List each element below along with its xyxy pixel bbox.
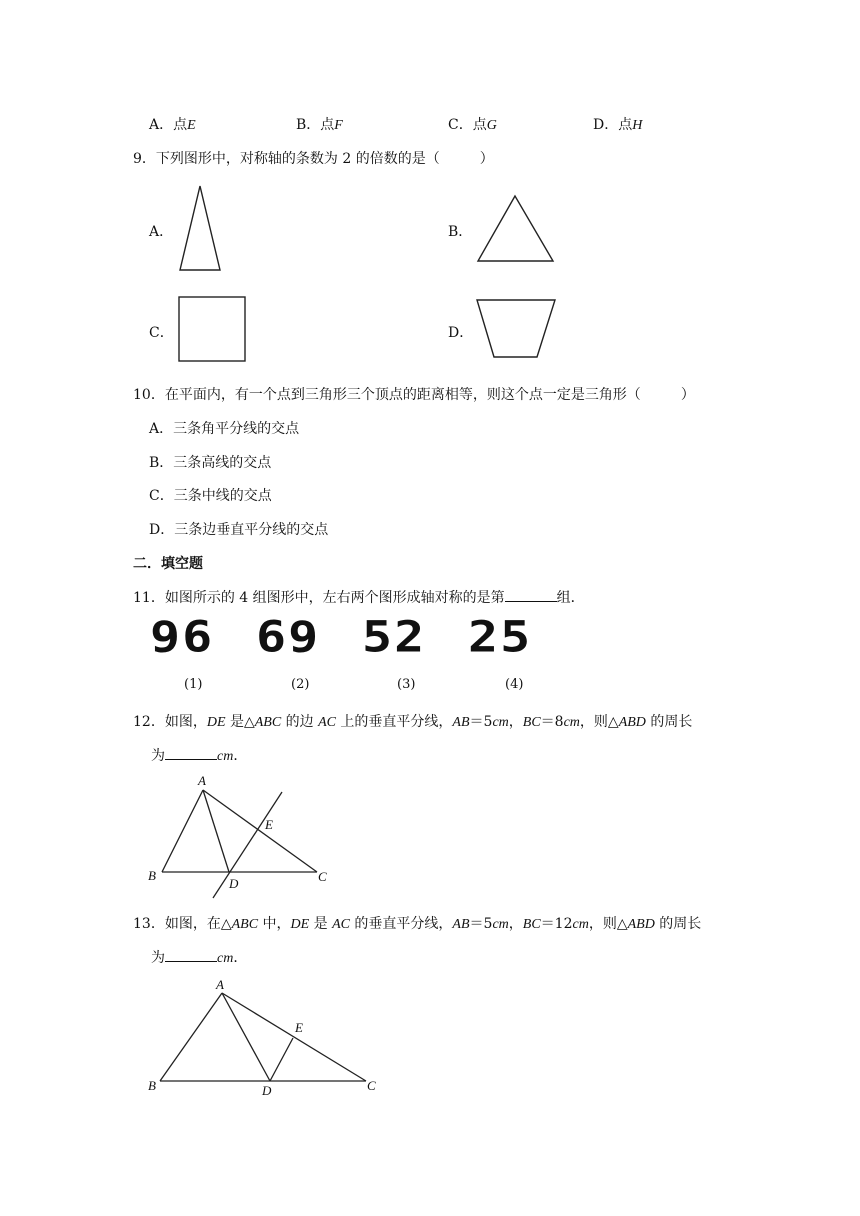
q10-stem-close: ）	[680, 387, 695, 403]
q8-option-c-label: C．点	[448, 117, 487, 133]
q12-cm1: cm	[492, 715, 509, 730]
q11-digit-group-2: 69	[256, 612, 321, 662]
q13-num: 13．如图，在△	[133, 916, 232, 932]
q13-cm2: cm	[572, 917, 589, 932]
q13-label-b: B	[148, 1078, 156, 1093]
q12-line2-end: ．	[233, 748, 248, 764]
q9-stem-text: 9．下列图形中，对称轴的条数为 2 的倍数的是（	[133, 151, 440, 167]
q12-num: 12．如图，	[133, 714, 207, 730]
q13-ac: AC	[332, 917, 350, 932]
section-heading-fill-in: 二．填空题	[133, 556, 203, 572]
q10-option-c: C．三条中线的交点	[149, 488, 272, 504]
q12-ac: AC	[318, 715, 336, 730]
q13-label-a: A	[216, 977, 224, 992]
q11-stem-text: 11．如图所示的 4 组图形中，左右两个图形成轴对称的是第	[133, 590, 505, 606]
q11-digit-group-1: 96	[150, 612, 215, 662]
q9-option-c-label: C．	[149, 325, 174, 341]
q12-line2-pre: 为	[151, 748, 165, 764]
q13-t5: ，	[508, 916, 523, 932]
q13-line2-pre: 为	[151, 950, 165, 966]
q10-option-a: A．三条角平分线的交点	[149, 421, 300, 437]
q12-abc: ABC	[254, 715, 282, 730]
q12-t2: 的边	[281, 714, 319, 730]
q12-label-d: D	[229, 876, 239, 891]
q13-ab: AB	[452, 917, 470, 932]
q12-label-c: C	[318, 869, 327, 884]
q10-option-d: D．三条边垂直平分线的交点	[149, 522, 329, 538]
q13-de: DE	[290, 917, 310, 932]
q12-t6: ＝8	[540, 714, 564, 730]
q8-option-d-var: H	[632, 118, 643, 133]
q13-abc: ABC	[231, 917, 259, 932]
q13-t6: ＝12	[540, 916, 573, 932]
q11-digit-group-4: 25	[468, 612, 533, 662]
q13-segment-ab	[160, 993, 222, 1081]
q11-group-label-3: (3)	[397, 677, 416, 692]
q12-t7: ，则△	[579, 714, 619, 730]
q12-t8: 的周长	[645, 714, 693, 730]
q8-option-b-label: B．点	[296, 117, 335, 133]
q13-t2: 是	[309, 916, 333, 932]
q8-option-c-var: G	[486, 118, 497, 133]
q13-label-e: E	[295, 1020, 303, 1035]
q12-t1: 是△	[225, 714, 255, 730]
q13-bc: BC	[522, 917, 541, 932]
q9-option-d-label: D．	[448, 325, 474, 341]
q11-group-label-4: (4)	[505, 677, 524, 692]
q13-segment-ad	[222, 993, 270, 1081]
q10-option-b: B．三条高线的交点	[149, 455, 272, 471]
q12-label-a: A	[198, 773, 206, 788]
q11-digit-group-3: 52	[362, 612, 427, 662]
q13-t1: 中，	[258, 916, 291, 932]
q13-line2-end: ．	[233, 950, 248, 966]
q13-t3: 的垂直平分线，	[349, 916, 453, 932]
q9-option-a-label: A．	[149, 224, 174, 240]
q13-unit: cm	[217, 951, 234, 966]
q13-t8: 的周长	[654, 916, 702, 932]
q12-cm2: cm	[563, 715, 580, 730]
q12-label-b: B	[148, 868, 156, 883]
q11-stem-end: 组．	[556, 590, 585, 606]
q12-de: DE	[206, 715, 226, 730]
q11-group-label-2: (2)	[291, 677, 310, 692]
q13-cm1: cm	[492, 917, 509, 932]
q13-segment-de	[270, 1038, 293, 1081]
q13-t7: ，则△	[588, 916, 628, 932]
q13-segment-ac	[222, 993, 366, 1081]
q8-option-d-label: D．点	[593, 117, 633, 133]
q10-stem-text: 10．在平面内，有一个点到三角形三个顶点的距离相等，则这个点一定是三角形（	[133, 387, 641, 403]
q12-bc: BC	[522, 715, 541, 730]
q12-unit: cm	[217, 749, 234, 764]
q11-group-label-1: (1)	[184, 677, 203, 692]
q13-abd: ABD	[627, 917, 655, 932]
q12-label-e: E	[265, 817, 273, 832]
q12-abd: ABD	[618, 715, 646, 730]
q12-ab: AB	[452, 715, 470, 730]
q12-t4: ＝5	[469, 714, 493, 730]
q8-option-b-var: F	[334, 118, 343, 133]
q12-t5: ，	[508, 714, 523, 730]
q13-label-c: C	[367, 1078, 376, 1093]
q8-option-a-var: E	[187, 118, 196, 133]
q12-t3: 上的垂直平分线，	[335, 714, 453, 730]
q9-option-b-label: B．	[448, 224, 473, 240]
q8-option-a-label: A．点	[149, 117, 188, 133]
q9-stem-close: ）	[479, 151, 494, 167]
q13-t4: ＝5	[469, 916, 493, 932]
q13-label-d: D	[262, 1083, 272, 1098]
